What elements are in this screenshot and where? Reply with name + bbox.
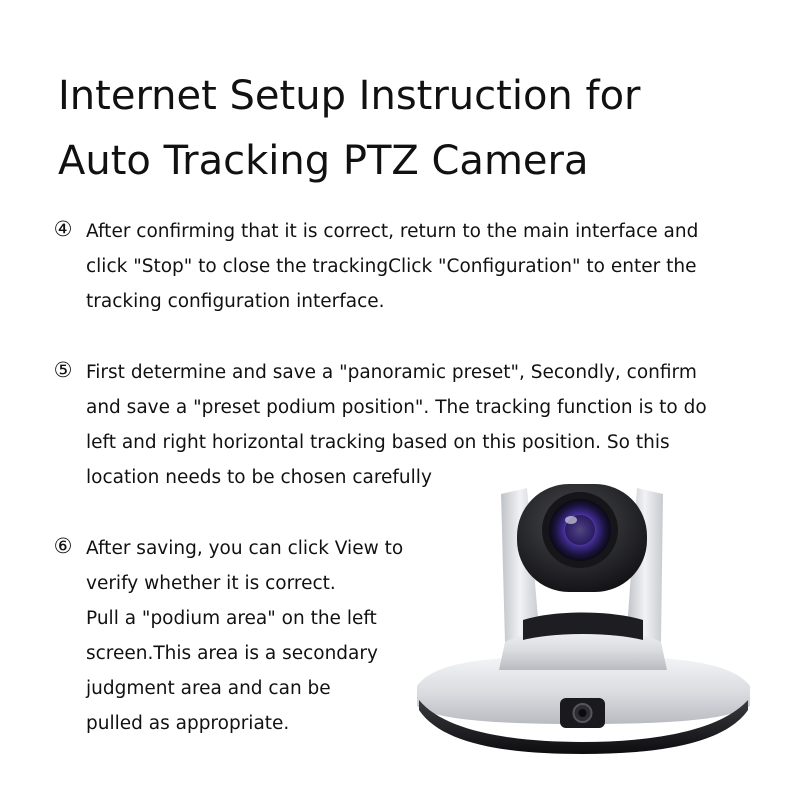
step-line: and save a "preset podium position". The tracking function is to do xyxy=(86,397,707,418)
step-line: screen.This area is a secondary xyxy=(86,643,378,664)
step-number: ⑥ xyxy=(53,534,73,558)
step-line: verify whether it is correct. xyxy=(86,573,336,594)
ptz-camera-illustration xyxy=(405,470,760,760)
step-text xyxy=(86,214,698,319)
step-line: left and right horizontal tracking based on this position. So this xyxy=(86,432,670,453)
step-number: ⑤ xyxy=(53,358,73,382)
step-line: judgment area and can be xyxy=(86,678,331,699)
camera-head xyxy=(517,484,647,592)
page-title xyxy=(58,64,778,194)
step-line: After confirming that it is correct, return to the main interface and xyxy=(86,221,699,242)
step-number: ④ xyxy=(53,217,73,241)
title-line-1: Internet Setup Instruction for xyxy=(58,73,641,119)
step-line: First determine and save a "panoramic preset", Secondly, confirm xyxy=(86,362,697,383)
step-line: location needs to be chosen carefully xyxy=(86,467,432,488)
step-line: After saving, you can click View to xyxy=(86,538,404,559)
step-line: pulled as appropriate. xyxy=(86,713,290,734)
step-line: tracking configuration interface. xyxy=(86,291,385,312)
camera-base xyxy=(417,656,750,754)
step-line: Pull a "podium area" on the left xyxy=(86,608,377,629)
title-line-2: Auto Tracking PTZ Camera xyxy=(58,138,589,184)
step-text xyxy=(86,531,403,741)
step-line: click "Stop" to close the trackingClick "Configuration" to enter the xyxy=(86,256,697,277)
